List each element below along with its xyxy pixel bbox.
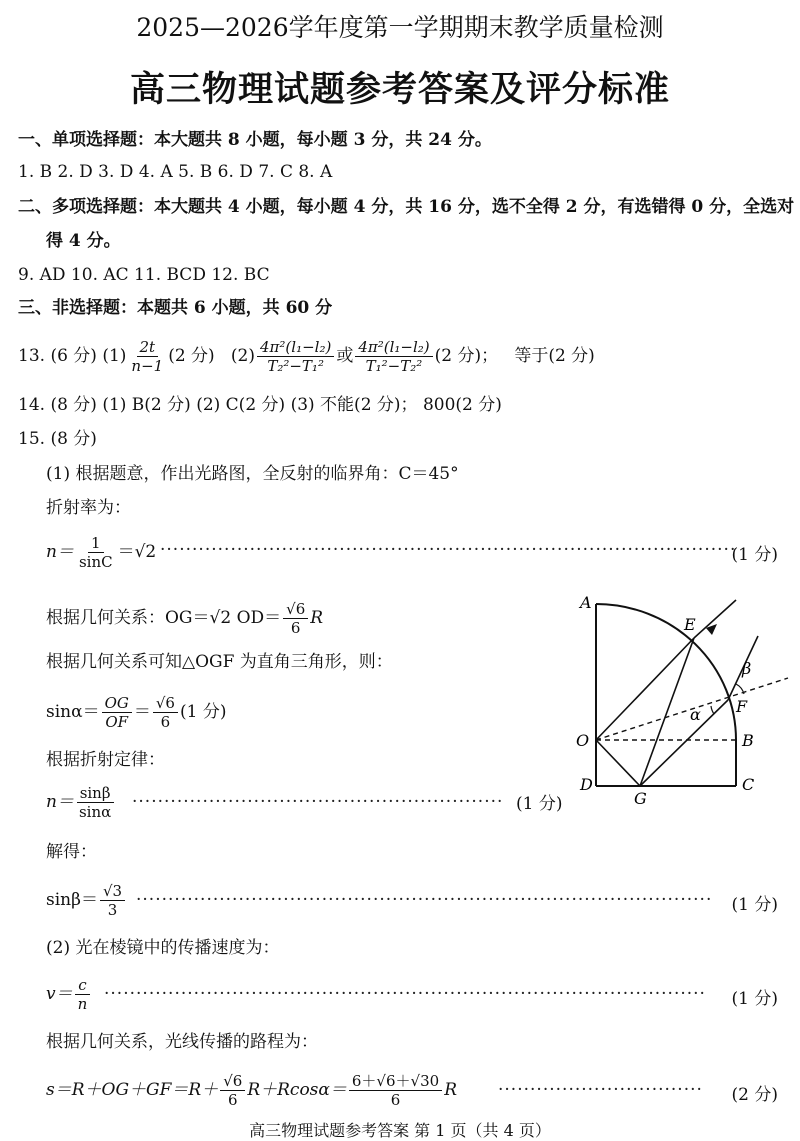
label-B: B (742, 731, 754, 750)
leader-dots: ································ (498, 1080, 703, 1100)
label-A: A (580, 593, 592, 612)
eq5-lhs: v＝ (46, 984, 73, 1004)
eq6-b: R＋Rcosα＝ (247, 1080, 347, 1100)
score-eq4: (1 分) (731, 895, 778, 915)
q13-prefix: 13. (6 分) (1) (18, 346, 127, 366)
q13-part3: 等于(2 分) (514, 346, 595, 366)
q13-part2-label: (2) (230, 346, 255, 366)
eq1-frac (76, 534, 116, 571)
label-alpha: α (690, 705, 701, 724)
label-G: G (634, 789, 647, 808)
eq2-frac1 (102, 694, 132, 731)
eq2-lhs: sinα＝ (46, 702, 100, 722)
q15-eq3 (46, 780, 116, 824)
ray-GF (640, 700, 728, 786)
p3-tail: R (310, 608, 324, 628)
q14-answer: 14. (8 分) (1) B(2 分) (2) C(2 分) (3) 不能(2 分)； 800(2 分) (18, 395, 502, 415)
q13-frac2-num: 4π²(l₁−l₂) (257, 338, 334, 357)
score-eq6: (2 分) (731, 1085, 778, 1105)
q13-or: 或 (336, 346, 354, 366)
line-OE (596, 638, 694, 740)
q13-frac3-den: T₁²−T₂² (365, 357, 423, 375)
eq6-a: s＝R＋OG＋GF＝R＋ (46, 1080, 219, 1100)
eq6-num2: 6＋√6＋√30 (349, 1072, 442, 1091)
label-C: C (742, 775, 755, 794)
eq2-den: OF (105, 713, 129, 731)
section3-heading: 三、非选择题：本题共 6 小题，共 60 分 (18, 298, 333, 318)
incident-ray (694, 600, 736, 638)
section2-heading-line1: 二、多项选择题：本大题共 4 小题，每小题 4 分，共 16 分，选不全得 2 分，有选错得 0 分，全选对 (18, 197, 795, 217)
section2-answers: 9. AD 10. AC 11. BCD 12. BC (18, 265, 270, 285)
q15-eq2 (46, 690, 226, 734)
q13-frac3 (355, 338, 432, 375)
eq3-frac (76, 784, 114, 821)
q15-p6: 解得： (46, 842, 97, 862)
eq2-frac2 (153, 694, 178, 731)
q15-p1: (1) 根据题意，作出光路图，全反射的临界角：C＝45° (46, 464, 459, 484)
p3-den: 6 (290, 619, 301, 637)
eq4-lhs: sinβ＝ (46, 890, 98, 910)
eq4-num: √3 (100, 882, 125, 901)
score-eq5: (1 分) (731, 989, 778, 1009)
eq6-num1: √6 (220, 1072, 245, 1091)
eq2-score: (1 分) (179, 702, 227, 722)
eq6-den1: 6 (228, 1091, 238, 1109)
section1-answers: 1. B 2. D 3. D 4. A 5. B 6. D 7. C 8. A (18, 162, 333, 182)
section2-heading-line2: 得 4 分。 (46, 231, 121, 251)
label-D: D (580, 775, 593, 794)
line-OG (596, 740, 640, 786)
q15-eq6 (46, 1066, 457, 1114)
p3-num: √6 (283, 600, 308, 619)
q15-p5: 根据折射定律： (46, 750, 165, 770)
label-E: E (684, 615, 696, 634)
eq2-num2: √6 (153, 694, 178, 713)
q15-eq5 (46, 972, 92, 1016)
eq1-rhs: ＝√2 (117, 542, 157, 562)
leader-dots: ·························································································· (136, 890, 713, 910)
q15-p8: 根据几何关系，光线传播的路程为： (46, 1032, 318, 1052)
q15-p2: 折射率为： (46, 498, 131, 518)
ray-EG (640, 638, 694, 786)
q13-frac1-den: n−1 (131, 357, 164, 375)
label-beta: β (742, 659, 752, 678)
q13-score1: (2 分) (168, 346, 215, 366)
eq5-den: n (77, 995, 88, 1013)
q15-p3 (46, 596, 323, 640)
eq3-num: sinβ (77, 784, 114, 803)
prism-arc (596, 604, 736, 740)
eq2-mid: ＝ (133, 702, 151, 722)
section1-heading: 一、单项选择题：本大题共 8 小题，每小题 3 分，共 24 分。 (18, 130, 492, 150)
eq1-lhs: n＝ (46, 542, 74, 562)
score-eq3: (1 分) (516, 794, 563, 814)
q13-frac1-num: 2t (137, 338, 159, 357)
eq5-frac (75, 976, 91, 1013)
prism-ray-diagram (560, 590, 800, 810)
angle-alpha-arc (711, 706, 714, 714)
q15-p4: 根据几何关系可知△OGF 为直角三角形，则： (46, 652, 393, 672)
q13-score2: (2 分)； (434, 346, 499, 366)
q15-header: 15. (8 分) (18, 429, 97, 449)
q13-frac2-den: T₂²−T₁² (267, 357, 324, 375)
leader-dots: ·························································································· (160, 540, 737, 560)
q13-answer (18, 336, 595, 376)
q15-eq4 (46, 878, 127, 922)
eq4-frac (100, 882, 125, 919)
eq6-frac2 (349, 1072, 442, 1109)
document-title: 高三物理试题参考答案及评分标准 (129, 70, 670, 110)
page-footer: 高三物理试题参考答案 第 1 页（共 4 页） (249, 1121, 551, 1140)
eq3-den: sinα (78, 803, 112, 821)
eq6-frac1 (220, 1072, 245, 1109)
leader-dots: ·························································· (132, 792, 504, 812)
eq1-den: sinC (78, 553, 113, 571)
eq6-c: R (444, 1080, 457, 1100)
eq4-den: 3 (107, 901, 118, 919)
exam-title: 2025—2026学年度第一学期期末教学质量检测 (136, 13, 664, 42)
label-F: F (736, 697, 748, 716)
score-eq1: (1 分) (731, 545, 778, 565)
eq5-num: c (75, 976, 89, 995)
q13-frac2 (257, 338, 334, 375)
eq2-num: OG (102, 694, 132, 713)
q15-p7: (2) 光在棱镜中的传播速度为： (46, 938, 280, 958)
label-O: O (576, 731, 590, 750)
q13-frac1 (128, 338, 166, 375)
eq6-den2: 6 (390, 1091, 401, 1109)
q13-frac3-num: 4π²(l₁−l₂) (355, 338, 432, 357)
leader-dots: ······························································································ (104, 984, 706, 1004)
q15-eq1 (46, 530, 156, 574)
p3-frac (283, 600, 308, 637)
p3-text: 根据几何关系：OG＝√2 OD＝ (46, 608, 282, 628)
eq2-den2: 6 (160, 713, 171, 731)
eq1-num: 1 (88, 534, 104, 553)
eq3-lhs: n＝ (46, 792, 74, 812)
